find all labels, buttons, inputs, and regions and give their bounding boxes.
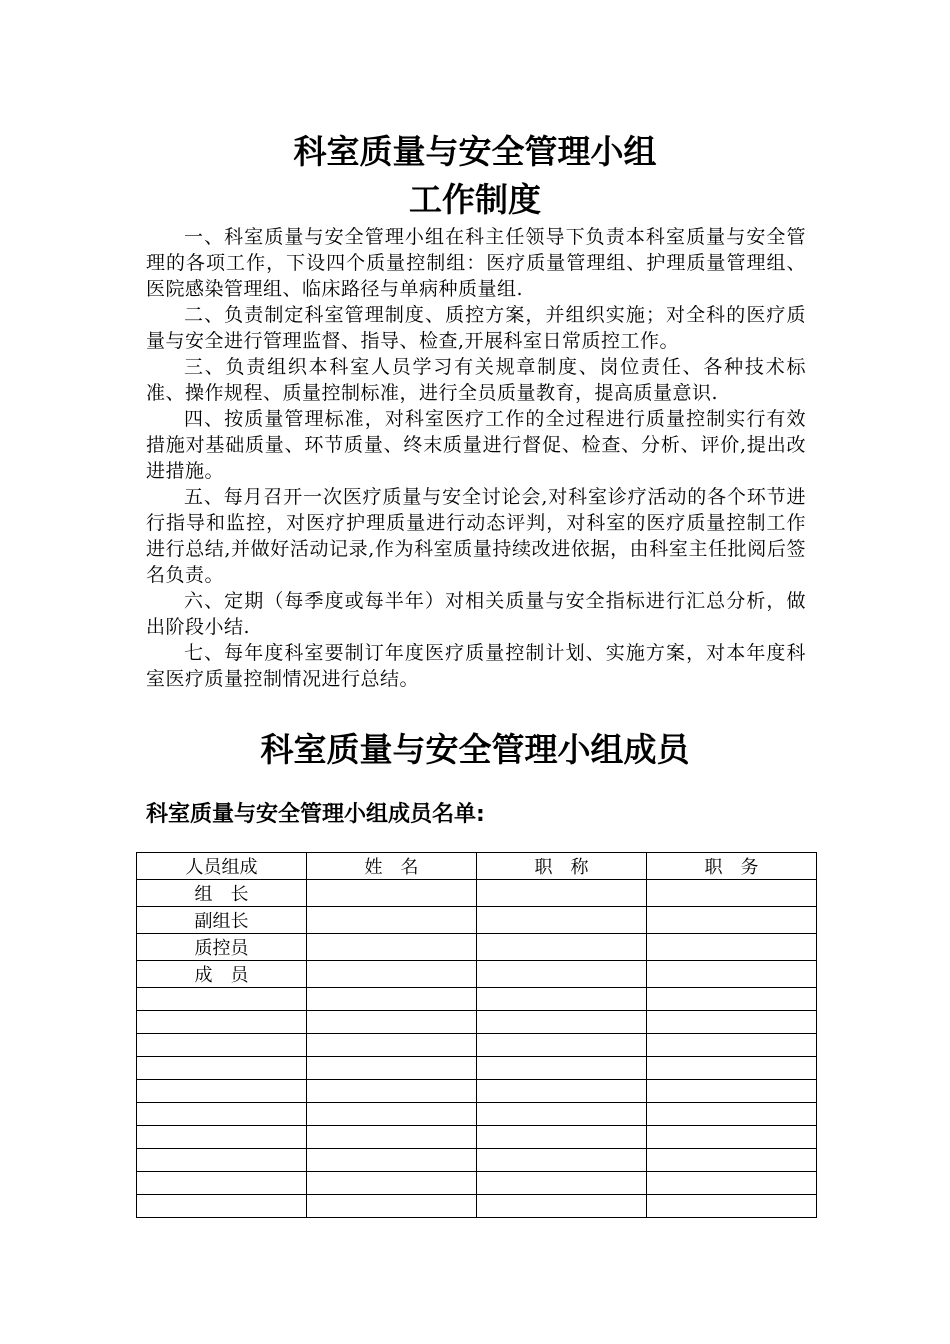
- paragraph-1: 一、科室质量与安全管理小组在科主任领导下负责本科室质量与安全管理的各项工作，下设四个质量控制组：医疗质量管理组、护理质量管理组、医院感染管理组、临床路径与单病种质量组.: [146, 226, 806, 300]
- table-cell[interactable]: [647, 1195, 817, 1218]
- table-cell[interactable]: [647, 1149, 817, 1172]
- table-cell[interactable]: [307, 1126, 477, 1149]
- members-section-title: 科室质量与安全管理小组成员: [260, 730, 690, 769]
- row-label-deputy-leader: 副组长: [137, 907, 307, 934]
- table-cell[interactable]: [137, 1057, 307, 1080]
- paragraph-7: 七、每年度科室要制订年度医疗质量控制计划、实施方案，对本年度科室医疗质量控制情况进行总结。: [146, 642, 806, 690]
- members-list-heading: 科室质量与安全管理小组成员名单:: [146, 802, 485, 827]
- paragraph-2: 二、负责制定科室管理制度、质控方案，并组织实施；对全科的医疗质量与安全进行管理监督、指导、检查,开展科室日常质控工作。: [146, 304, 806, 352]
- table-cell[interactable]: [307, 1172, 477, 1195]
- table-cell[interactable]: [307, 961, 477, 988]
- table-cell[interactable]: [307, 1034, 477, 1057]
- table-cell[interactable]: [477, 988, 647, 1011]
- table-row: [137, 1195, 817, 1218]
- table-cell[interactable]: [477, 1126, 647, 1149]
- table-row: [137, 1126, 817, 1149]
- table-cell[interactable]: [137, 1126, 307, 1149]
- table-cell[interactable]: [647, 880, 817, 907]
- table-row: [137, 1149, 817, 1172]
- table-cell[interactable]: [647, 1126, 817, 1149]
- header-cell-name: 姓 名: [307, 853, 477, 880]
- table-cell[interactable]: [647, 1172, 817, 1195]
- table-cell[interactable]: [477, 907, 647, 934]
- table-cell[interactable]: [137, 1149, 307, 1172]
- row-label-leader: 组 长: [137, 880, 307, 907]
- table-cell[interactable]: [647, 934, 817, 961]
- table-cell[interactable]: [137, 988, 307, 1011]
- table-cell[interactable]: [307, 988, 477, 1011]
- table-row: [137, 1011, 817, 1034]
- table-cell[interactable]: [647, 1034, 817, 1057]
- table-row: [137, 961, 817, 988]
- table-cell[interactable]: [137, 1172, 307, 1195]
- table-row: [137, 1034, 817, 1057]
- table-row: [137, 1172, 817, 1195]
- table-header-row: [137, 853, 817, 880]
- table-row: [137, 880, 817, 907]
- table-cell[interactable]: [477, 1080, 647, 1103]
- header-cell-position: 职 务: [647, 853, 817, 880]
- table-cell[interactable]: [647, 1103, 817, 1126]
- row-label-quality-controller: 质控员: [137, 934, 307, 961]
- table-cell[interactable]: [307, 880, 477, 907]
- table-cell[interactable]: [307, 934, 477, 961]
- table-row: [137, 934, 817, 961]
- table-cell[interactable]: [307, 907, 477, 934]
- table-cell[interactable]: [307, 1103, 477, 1126]
- table-row: [137, 1080, 817, 1103]
- table-cell[interactable]: [647, 1011, 817, 1034]
- table-cell[interactable]: [137, 1080, 307, 1103]
- page-title: 科室质量与安全管理小组: [293, 132, 657, 171]
- table-cell[interactable]: [477, 1057, 647, 1080]
- table-cell[interactable]: [477, 1172, 647, 1195]
- table-cell[interactable]: [137, 1103, 307, 1126]
- table-cell[interactable]: [477, 1103, 647, 1126]
- table-cell[interactable]: [307, 1080, 477, 1103]
- table-cell[interactable]: [647, 1057, 817, 1080]
- table-cell[interactable]: [477, 961, 647, 988]
- paragraph-3: 三、负责组织本科室人员学习有关规章制度、岗位责任、各种技术标准、操作规程、质量控制标准，进行全员质量教育，提高质量意识.: [146, 356, 806, 404]
- table-cell[interactable]: [647, 961, 817, 988]
- table-cell[interactable]: [307, 1057, 477, 1080]
- table-cell[interactable]: [307, 1149, 477, 1172]
- members-table: [136, 852, 817, 1218]
- table-row: [137, 1057, 817, 1080]
- table-cell[interactable]: [477, 1149, 647, 1172]
- table-row: [137, 907, 817, 934]
- regulation-body: [146, 224, 806, 692]
- paragraph-6: 六、定期（每季度或每半年）对相关质量与安全指标进行汇总分析，做出阶段小结.: [146, 590, 806, 638]
- table-cell[interactable]: [307, 1011, 477, 1034]
- table-cell[interactable]: [137, 1011, 307, 1034]
- table-row: [137, 1103, 817, 1126]
- table-cell[interactable]: [137, 1195, 307, 1218]
- table-cell[interactable]: [477, 1034, 647, 1057]
- table-cell[interactable]: [477, 880, 647, 907]
- table-row: [137, 988, 817, 1011]
- table-cell[interactable]: [647, 1080, 817, 1103]
- table-cell[interactable]: [477, 934, 647, 961]
- table-cell[interactable]: [477, 1195, 647, 1218]
- paragraph-4: 四、按质量管理标准，对科室医疗工作的全过程进行质量控制实行有效措施对基础质量、环节质量、终末质量进行督促、检查、分析、评价,提出改进措施。: [146, 408, 806, 482]
- header-cell-composition: 人员组成: [137, 853, 307, 880]
- table-cell[interactable]: [307, 1195, 477, 1218]
- header-cell-title: 职 称: [477, 853, 647, 880]
- paragraph-5: 五、每月召开一次医疗质量与安全讨论会,对科室诊疗活动的各个环节进行指导和监控，对医疗护理质量进行动态评判，对科室的医疗质量控制工作进行总结,并做好活动记录,作为科室质量持续改进依据，由科室主任批阅后签名负责。: [146, 486, 806, 586]
- page-subtitle: 工作制度: [409, 180, 541, 219]
- table-cell[interactable]: [137, 1034, 307, 1057]
- table-cell[interactable]: [647, 907, 817, 934]
- table-cell[interactable]: [647, 988, 817, 1011]
- row-label-member: 成 员: [137, 961, 307, 988]
- table-cell[interactable]: [477, 1011, 647, 1034]
